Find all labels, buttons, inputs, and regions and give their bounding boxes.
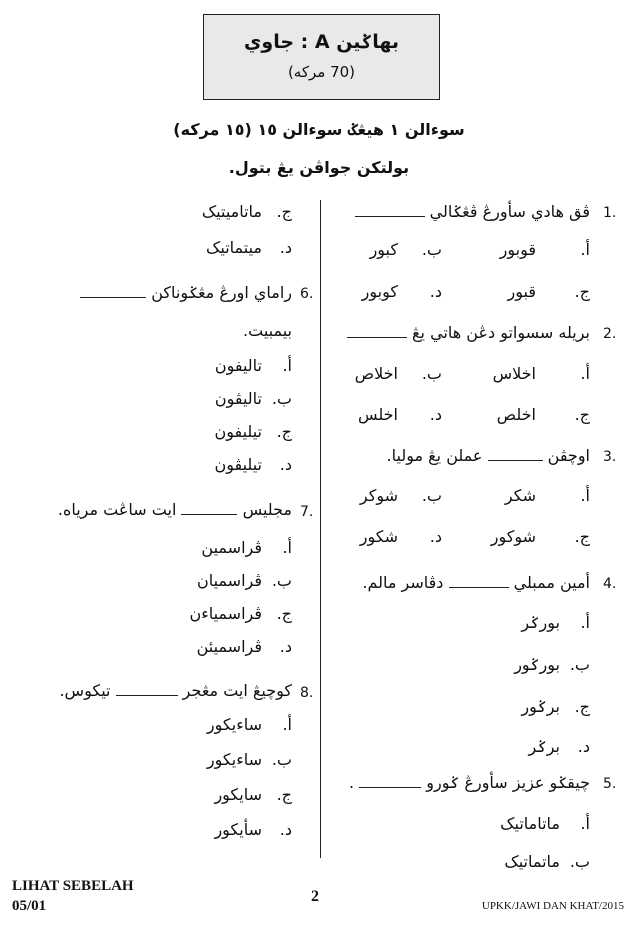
option-label: ج. [276, 422, 292, 441]
option-text: ڤراسمياءن [189, 604, 262, 623]
column-divider [320, 200, 321, 858]
section-header-box [203, 14, 440, 100]
option-text: اخلاص [354, 364, 398, 383]
option-text: بورݢور [514, 655, 560, 674]
option-label: ج. [276, 202, 292, 221]
option-text: ڤراسميان [196, 571, 262, 590]
option-label: ج. [574, 697, 590, 716]
answer-blank [359, 787, 421, 788]
option-text: ساءيكور [206, 750, 262, 769]
option-label: د. [279, 238, 292, 257]
option-label: أ. [580, 814, 590, 833]
footer-turn-page: LIHAT SEBELAH [12, 878, 134, 894]
answer-blank [347, 337, 407, 338]
question-number: 1. [603, 205, 617, 221]
question-text: بريله سسواتو دڠن هاتي يڠ [347, 323, 590, 342]
answer-blank [488, 460, 543, 461]
option-text: سايكور [214, 785, 262, 804]
option-label: أ. [580, 613, 590, 632]
option-text: كبور [369, 240, 398, 259]
option-text: قوبور [499, 240, 536, 259]
option-label: ج. [276, 785, 292, 804]
option-text: اخلس [357, 405, 398, 424]
question-text: اوچڤن عملن يڠ موليا. [386, 446, 590, 465]
section-title: بهاݢين A : جاوي [243, 31, 400, 53]
question-number: 3. [603, 449, 617, 465]
option-label: ج. [276, 604, 292, 623]
option-text: قبور [507, 282, 536, 301]
option-text: بورݢر [521, 613, 560, 632]
question-text: راماي اورڠ مڠݢوناكن [80, 283, 292, 302]
option-text: ماتاماتيک [500, 814, 560, 833]
instruction: بولتكن جواڤن يڠ بتول. [228, 158, 410, 177]
option-label: ب. [421, 486, 442, 505]
option-text: برݢور [521, 697, 560, 716]
option-text: كوبور [361, 282, 398, 301]
option-text: تيليفون [214, 422, 262, 441]
question-number: 7. [300, 504, 314, 520]
question-text: مجليس ايت ساڠت مرياه. [57, 500, 292, 519]
option-label: أ. [580, 240, 590, 259]
option-text: شوكر [359, 486, 398, 505]
question-number: 4. [603, 576, 617, 592]
option-label: د. [279, 455, 292, 474]
option-text: ساءيكور [206, 715, 262, 734]
answer-blank [449, 587, 509, 588]
option-text: تاليفون [214, 356, 262, 375]
option-text: ڤراسمين [201, 538, 262, 557]
page-number: 2 [311, 888, 319, 905]
option-label: ب. [271, 750, 292, 769]
option-text: ميتماتيک [206, 238, 262, 257]
option-label: أ. [282, 356, 292, 375]
option-label: أ. [282, 715, 292, 734]
answer-blank [80, 297, 146, 298]
option-label: د. [429, 282, 442, 301]
option-label: د. [279, 637, 292, 656]
option-text: اخلاس [492, 364, 536, 383]
question-number: 5. [603, 776, 617, 792]
option-text: ماتاميتيک [201, 202, 262, 221]
option-label: أ. [580, 364, 590, 383]
answer-blank [116, 695, 178, 696]
option-label: ب. [421, 364, 442, 383]
option-text: ڤراسميئن [196, 637, 262, 656]
option-label: ب. [569, 655, 590, 674]
question-text-line2: بيمبيت. [243, 321, 292, 340]
option-label: د. [279, 820, 292, 839]
option-text: سأيكور [214, 820, 262, 839]
question-range: سوءالن ١ هيڠݢ سوءالن ١٥ (١٥ مركه) [173, 120, 465, 139]
option-text: اخلص [496, 405, 536, 424]
option-label: ب. [271, 571, 292, 590]
option-text: شكر [504, 486, 536, 505]
option-label: ج. [574, 527, 590, 546]
option-label: ب. [421, 240, 442, 259]
answer-blank [355, 216, 425, 217]
question-text: كوچيڠ ايت مڠجر تيكوس. [59, 681, 292, 700]
option-label: ج. [574, 405, 590, 424]
option-label: د. [429, 405, 442, 424]
section-marks: (70 مركه) [287, 63, 356, 81]
option-text: برݢر [528, 737, 560, 756]
option-text: ماتماتيک [504, 852, 560, 871]
answer-blank [181, 514, 237, 515]
option-text: تاليڤون [214, 389, 262, 408]
question-text: أمين ممبلي دڤاسر مالم. [362, 573, 590, 592]
option-label: د. [577, 737, 590, 756]
option-label: ب. [569, 852, 590, 871]
option-label: ب. [271, 389, 292, 408]
question-number: 8. [300, 685, 314, 701]
footer-exam-code: UPKK/JAWI DAN KHAT/2015 [481, 900, 624, 912]
option-text: شكور [359, 527, 398, 546]
option-label: أ. [580, 486, 590, 505]
footer-paper-code: 05/01 [12, 898, 47, 914]
option-label: ج. [574, 282, 590, 301]
question-number: 6. [300, 286, 314, 302]
option-label: أ. [282, 538, 292, 557]
question-text: چيقݢو عزيز سأورڠ ݢورو . [348, 773, 590, 792]
question-number: 2. [603, 326, 617, 342]
question-text: ڤق هادي سأورڠ ڤڠݢالي [355, 202, 590, 221]
option-label: د. [429, 527, 442, 546]
option-text: شوكور [490, 527, 536, 546]
option-text: تيليڤون [214, 455, 262, 474]
